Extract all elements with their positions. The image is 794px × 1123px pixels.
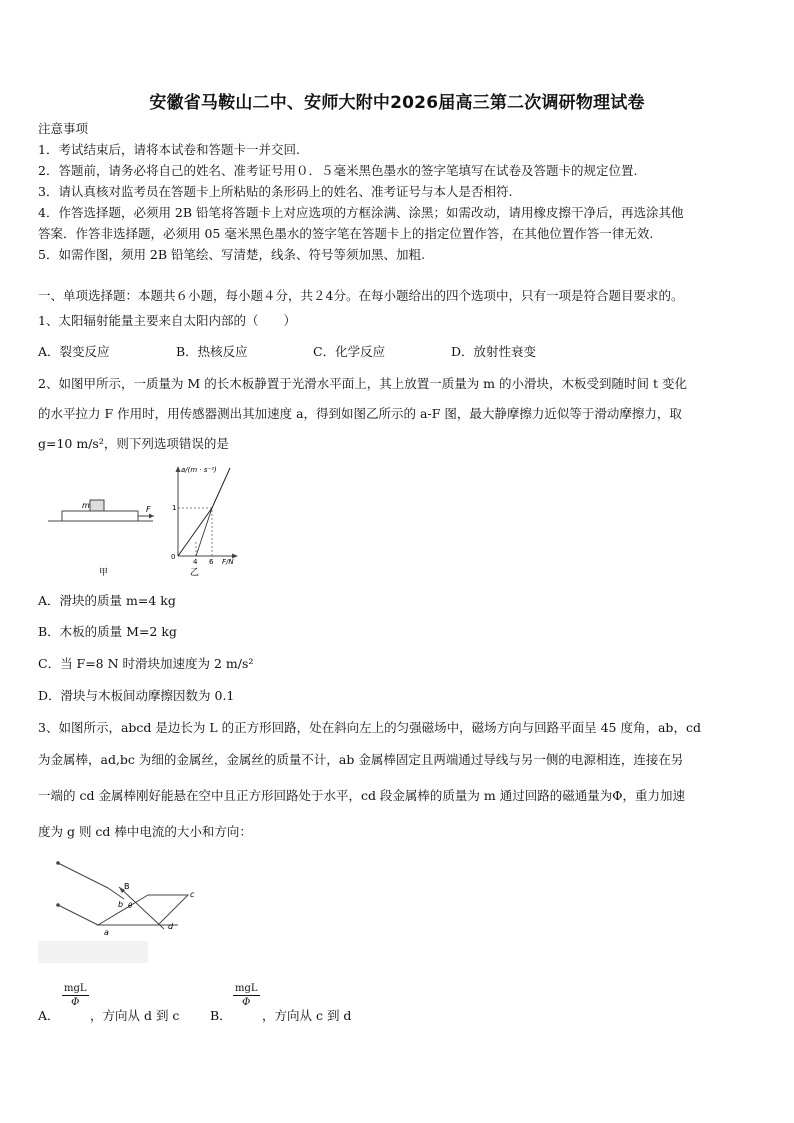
notice-item: 5．如需作图，须用 2B 铅笔绘、写清楚，线条、符号等须加黑、加粗. [38,247,426,262]
section-heading: 一、单项选择题：本题共６小题，每小题４分，共２4分。在每小题给出的四个选项中，只有一项是符合题目要求的。 [38,288,684,303]
fraction-numerator: mgL [64,983,87,994]
notice-item: 3．请认真核对监考员在答题卡上所粘贴的条形码上的姓名、准考证号与本人是否相符. [38,184,513,199]
q3-stem-line1: 3、如图所示，abcd 是边长为 L 的正方形回路，处在斜向左上的匀强磁场中，磁场方向与回路平面呈 45 度角，ab，cd [38,720,701,735]
label-d: d [168,922,174,931]
q2-option-c: C．当 F=8 N 时滑块加速度为 2 m/s² [38,656,254,671]
label-c: c [190,890,195,899]
notice-heading: 注意事项 [38,121,89,136]
page-title: 安徽省马鞍山二中、安师大附中2026届高三第二次调研物理试卷 [149,93,645,113]
fraction-denominator: Φ [242,997,251,1008]
q3-option-b-prefix: B． [210,1008,232,1023]
label-B: B [124,882,130,891]
label-b: b [118,900,124,909]
y-axis-label: a/(m · s⁻²) [181,466,217,474]
label-a: a [104,928,109,937]
y-tick-label: 1 [172,504,177,512]
x-axis-label: F/N [222,558,234,566]
figure-jia [48,500,154,578]
q2-figure [38,458,268,588]
notice-item: 答案．作答非选择题，必须用 05 毫米黑色墨水的签字笔在答题卡上的指定位置作答，在其他位置作答一律无效. [38,226,654,241]
notice-item: 1．考试结束后，请将本试卷和答题卡一并交回. [38,142,300,157]
wire-bottom [58,905,98,925]
q3-option-a-fraction [62,983,89,1008]
figure-yi-graph [171,466,238,578]
origin-label: 0 [171,553,176,561]
q1-option-a: A．裂变反应 [38,344,110,359]
block-label: m [82,501,90,510]
q2-option-a: A．滑块的质量 m=4 kg [38,593,176,608]
q2-stem-line3: g=10 m/s²，则下列选项错误的是 [38,436,229,451]
wire-top [58,863,108,888]
q2-stem-line1: 2、如图甲所示，一质量为 M 的长木板静置于光滑水平面上，其上放置一质量为 m 的小滑块，木板受到随时间 t 变化 [38,376,687,391]
q1-stem: 1、太阳辐射能量主要来自太阳内部的（ ） [38,313,296,328]
caption-jia: 甲 [99,568,109,578]
x-tick-label: 6 [209,558,214,566]
q1-option-d: D．放射性衰变 [451,344,537,359]
x-tick-label: 4 [193,558,198,566]
notice-item: 4．作答选择题，必须用 2B 铅笔将答题卡上对应选项的方框涂满、涂黑；如需改动，请用橡皮擦干净后，再选涂其他 [38,205,684,220]
graph-line-steep [212,468,230,508]
graph-line-initial [178,508,212,556]
fraction-numerator: mgL [235,983,258,994]
terminal [56,903,60,907]
q3-option-b-suffix: ，方向从 c 到 d [262,1008,352,1023]
q2-option-d: D．滑块与木板间动摩擦因数为 0.1 [38,688,235,703]
force-label: F [146,505,151,514]
q1-option-b: B．热核反应 [176,344,248,359]
q3-option-a-prefix: A． [38,1008,60,1023]
faded-caption-area [38,941,148,963]
q3-option-b-fraction [233,983,260,1008]
label-theta: θ [128,902,133,910]
q2-stem-line2: 的水平拉力 F 作用时，用传感器测出其加速度 a，得到如图乙所示的 a-F 图，最大静摩擦力近似等于滑动摩擦力，取 [38,406,682,421]
q1-option-c: C．化学反应 [313,344,386,359]
long-board [62,511,138,521]
q3-stem-line4: 度为 g 则 cd 棒中电流的大小和方向： [38,824,252,839]
caption-yi: 乙 [190,568,200,578]
force-arrowhead [149,514,154,519]
q3-figure [38,855,228,975]
q3-stem-line3: 一端的 cd 金属棒刚好能悬在空中且正方形回路处于水平，cd 段金属棒的质量为 m 通过回路的磁通量为Φ，重力加速 [38,788,685,803]
q2-option-b: B．木板的质量 M=2 kg [38,624,177,639]
fraction-denominator: Φ [71,997,80,1008]
q3-stem-line2: 为金属棒，ad,bc 为细的金属丝，金属丝的质量不计，ab 金属棒固定且两端通过导线与另一侧的电源相连，连接在另 [38,752,684,767]
q3-option-a-suffix: ，方向从 d 到 c [90,1008,180,1023]
terminal [56,861,60,865]
y-axis-arrowhead [176,466,181,472]
graph-line-extension [196,508,212,556]
notice-item: 2．答题前，请务必将自己的姓名、准考证号用０．５毫米黑色墨水的签字笔填写在试卷及答题卡的规定位置. [38,163,638,178]
small-block [90,500,104,511]
